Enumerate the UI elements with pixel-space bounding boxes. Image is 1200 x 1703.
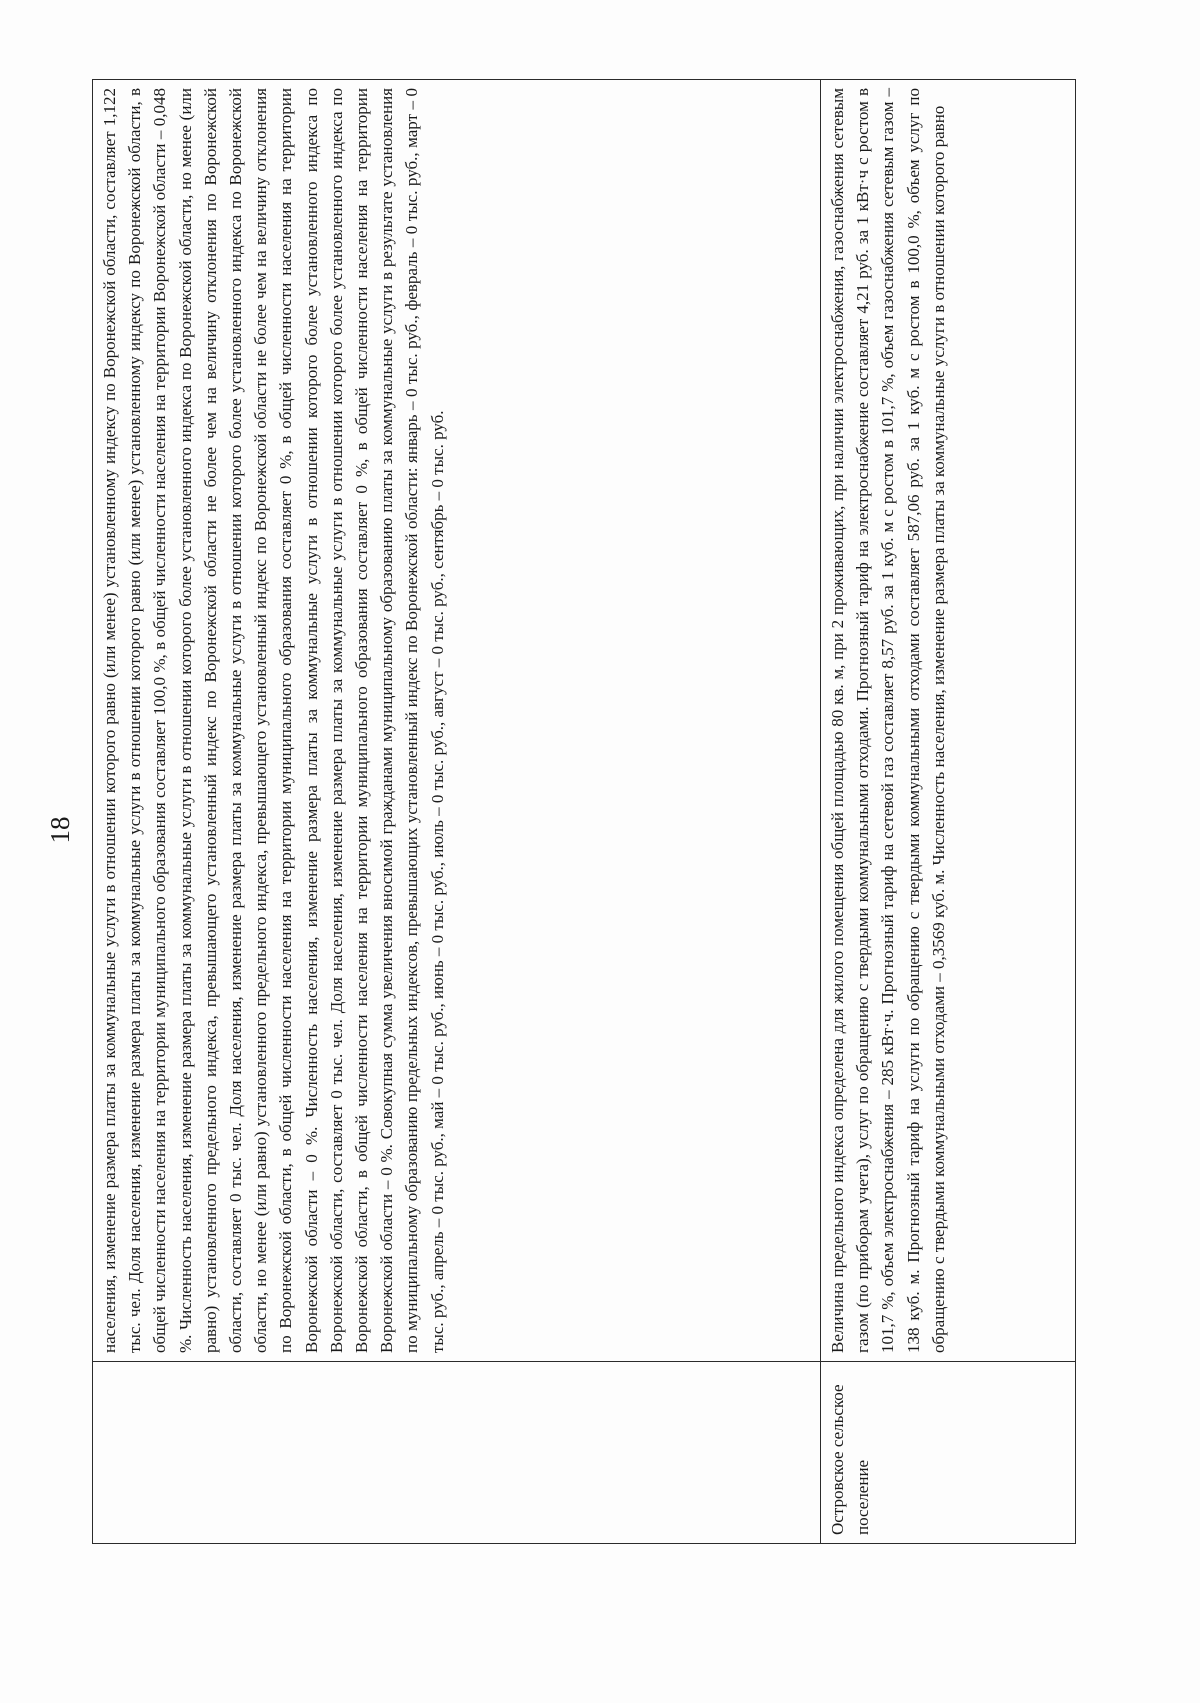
table-row (93, 80, 821, 1544)
index-description-text: Величина предельного индекса определена для жилого помещения общей площадью 80 кв. м, при 2 проживающих, при наличии электроснабжения, газоснабжения сетевым газом (по приборам учета), услуг по обращению с твердыми коммунальными отходами. Прогнозный тариф на электроснабжение составляет 4,21 руб. за 1 кВт·ч с ростом в 101,7 %, объем электроснабжения – 285 кВт·ч. Прогнозный тариф на сетевой газ составляет 8,57 руб. за 1 куб. м с ростом в 101,7 %, объем газоснабжения сетевым газом – 138 куб. м. Прогнозный тариф на услуги по обращению с твердыми коммунальными отходами составляет 587,06 руб. за 1 куб. м с ростом в 100,0 %, объем услуг по обращению с твердыми коммунальными отходами – 0,3569 куб. м. Численность населения, изменение размера платы за коммунальные услуги в отношении которого равно (828, 88, 948, 1353)
page-number: 18 (44, 816, 75, 844)
index-description-text: населения, изменение размера платы за коммунальные услуги в отношении которого равно (или менее) установленному индексу по Воронежской области, составляет 1,122 тыс. чел. Доля населения, изменение размера платы за коммунальные услуги в отношении которого равно (или менее) установленному индексу по Воронежской области, в общей численности населения на территории муниципального образования составляет 100,0 %, в общей численности населения на территории Воронежской области – 0,048 %. Численность населения, изменение размера платы за коммунальные услуги в отношении которого более установленного индекса по Воронежской области, но менее (или равно) установленного предельного индекса, превышающего установленный индекс по Воронежской области не более чем на величину отклонения по Воронежской области, составляет 0 тыс. чел. Доля населения, изменение размера платы за коммунальные услуги в отношении которого более установленного индекса по Воронежской области, но менее (или равно) установленного предельного индекса, превышающего установленный индекс по Воронежской области не более чем на величину отклонения по Воронежской области, в общей численности населения на территории муниципального образования составляет 0 %, в общей численности населения на территории Воронежской области – 0 %. Численность населения, изменение размера платы за коммунальные услуги в отношении которого более установленного индекса по Воронежской области, составляет 0 тыс. чел. Доля населения, изменение размера платы за коммунальные услуги в отношении которого более установленного индекса по Воронежской области, в общей численности населения на территории муниципального образования составляет 0 %, в общей численности населения на территории Воронежской области – 0 %. Совокупная сумма увеличения вносимой гражданами муниципальному образованию платы за коммунальные услуги в результате установления по муниципальному образованию предельных индексов, превышающих установленный индекс по Воронежской области: январь – 0 тыс. руб., февраль – 0 тыс. руб., март – 0 тыс. руб., апрель – 0 тыс. руб., май – 0 тыс. руб., июнь – 0 тыс. руб., июль – 0 тыс. руб., август – 0 тыс. руб., сентябрь – 0 тыс. руб. (100, 88, 447, 1353)
rotated-table-wrapper (92, 79, 1075, 1544)
municipal-index-table (92, 79, 1076, 1544)
index-description-cell (821, 80, 1076, 1362)
settlement-name-cell (93, 1362, 821, 1544)
settlement-name-cell: Островское сельское поселение (821, 1362, 1076, 1544)
index-description-cell (93, 80, 821, 1362)
table-row (821, 80, 1076, 1544)
